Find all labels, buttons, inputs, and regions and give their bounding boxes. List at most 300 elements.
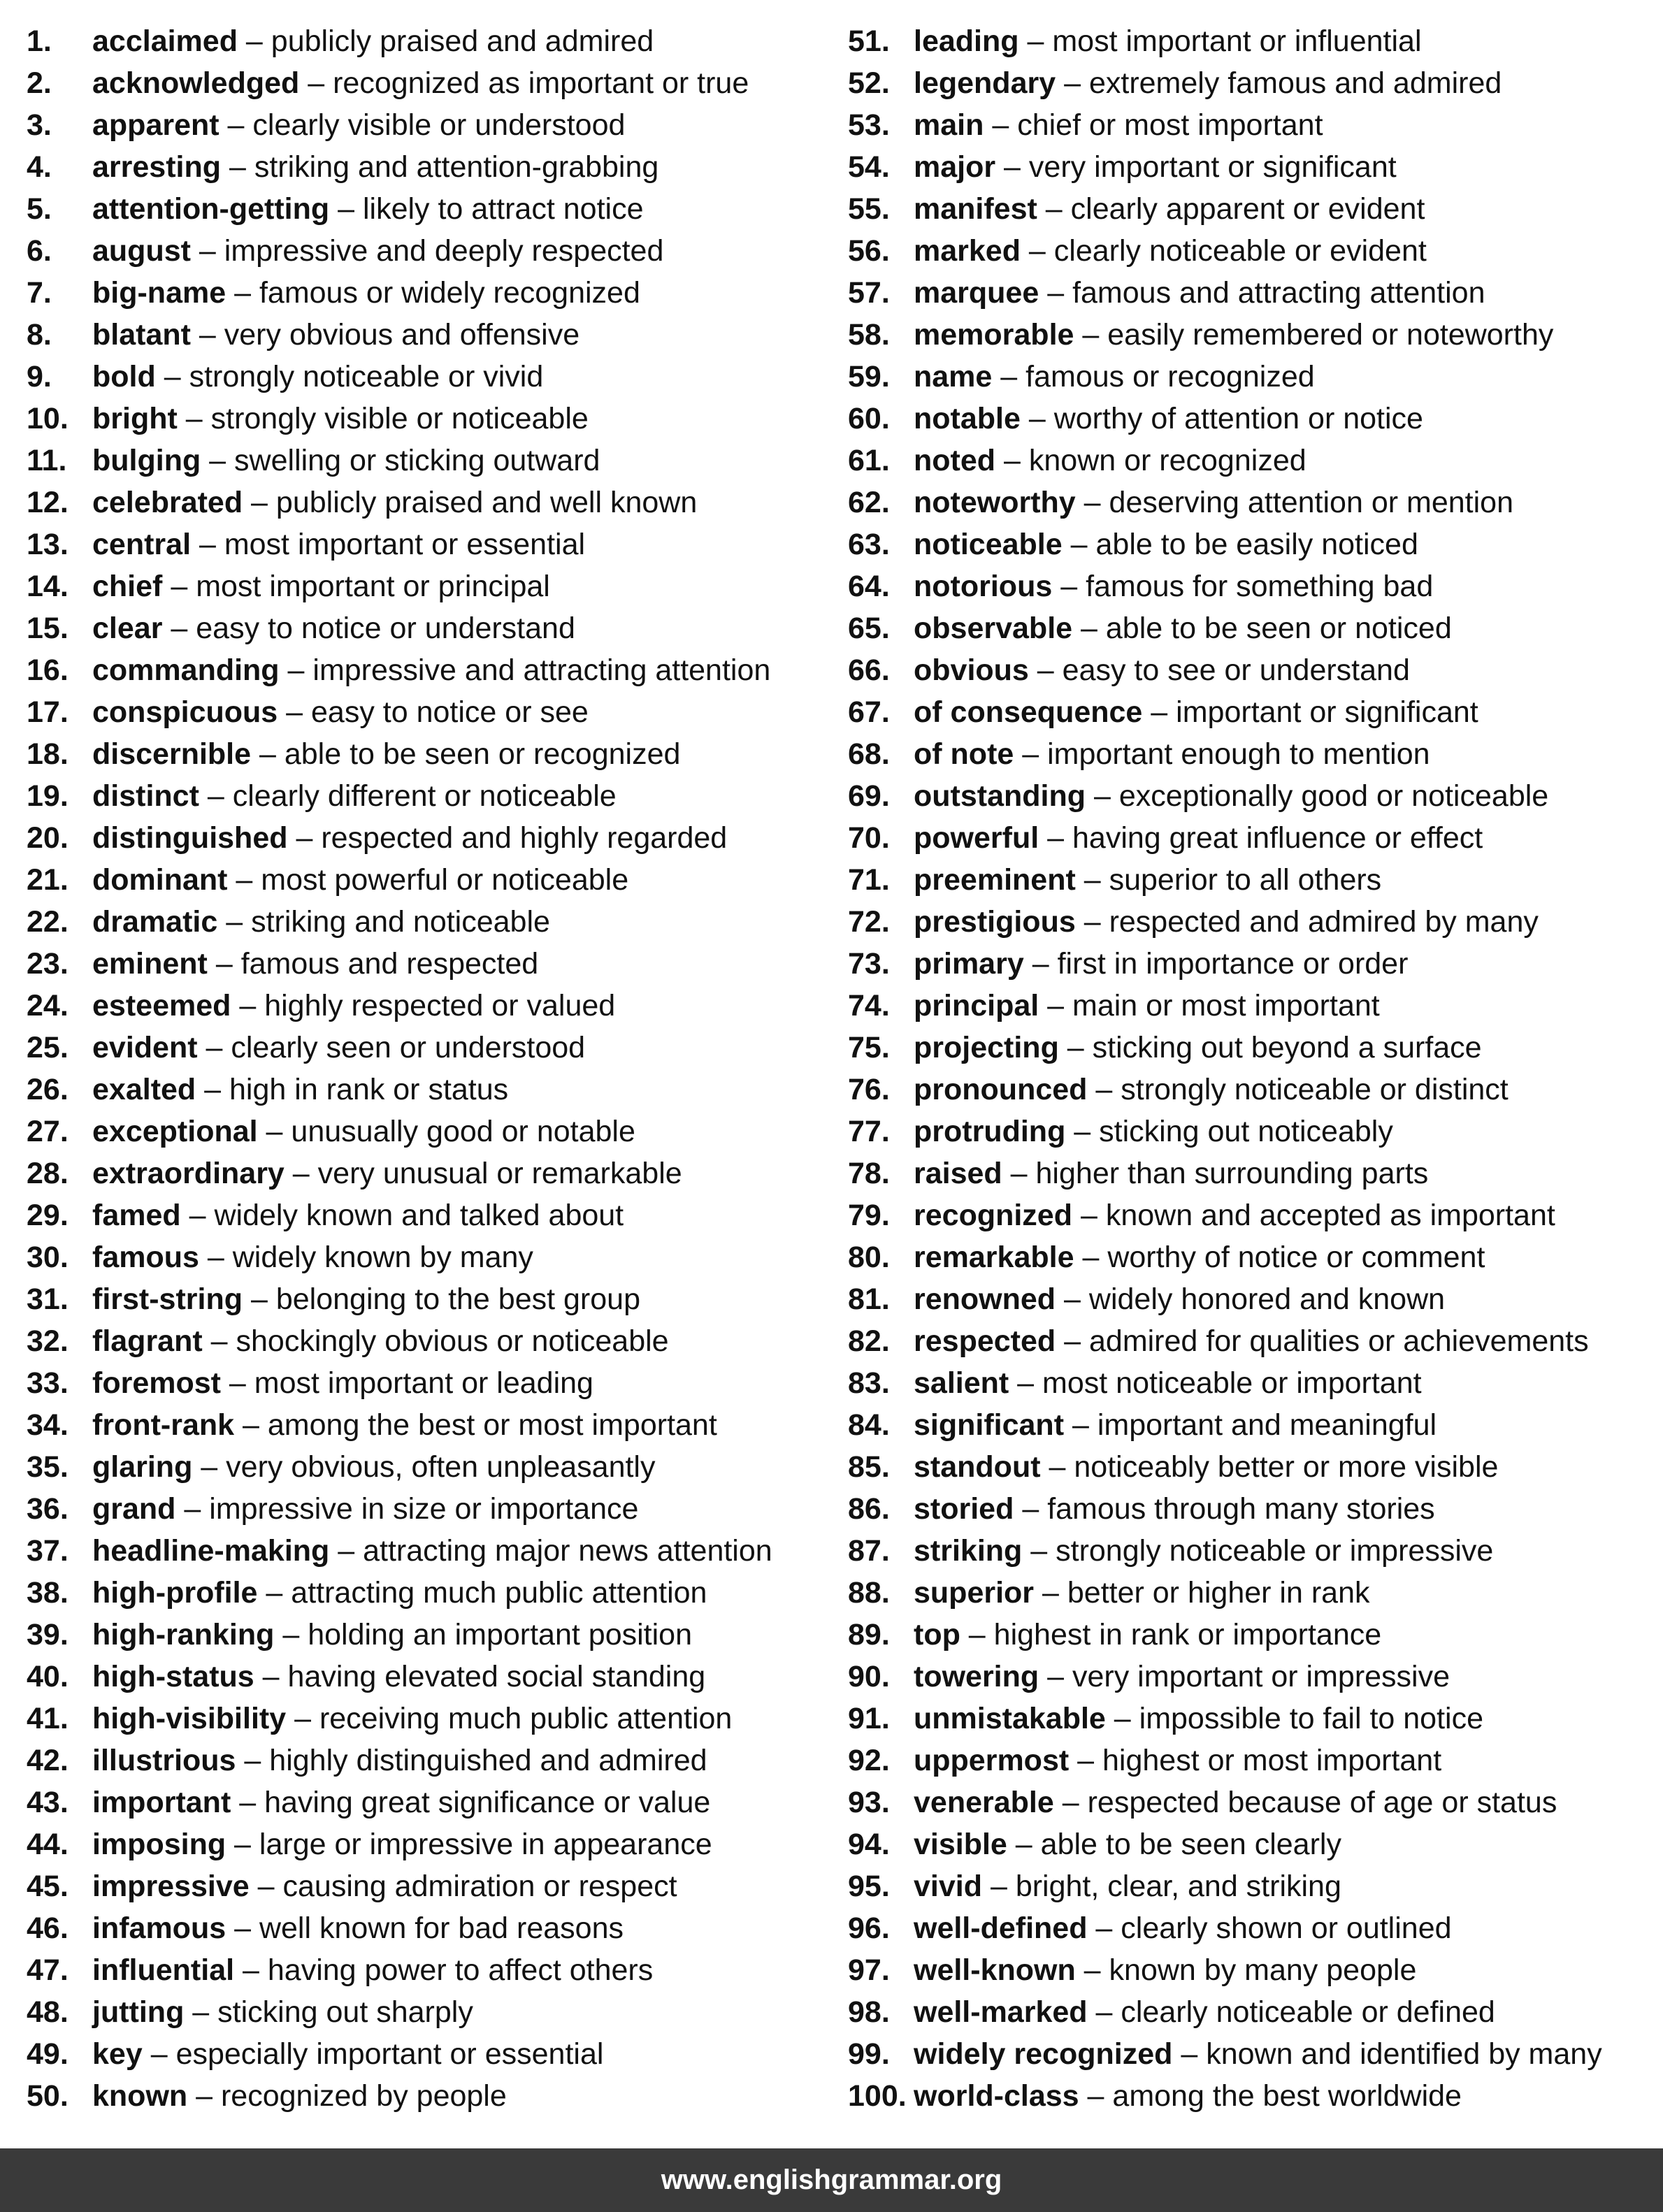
list-item (848, 1446, 1663, 1488)
item-text (914, 901, 1539, 943)
item-number: 27. (27, 1115, 69, 1148)
item-separator: – (236, 1744, 270, 1777)
item-number: 18. (27, 737, 69, 771)
item-definition: very obvious, often unpleasantly (226, 1450, 656, 1484)
item-definition: main or most important (1072, 989, 1380, 1022)
item-term: high-visibility (92, 1702, 287, 1735)
item-term: dramatic (92, 905, 218, 939)
list-item (848, 649, 1663, 691)
item-number: 78. (848, 1157, 890, 1190)
list-item (848, 733, 1663, 775)
item-text (92, 649, 770, 691)
list-item (27, 1740, 823, 1781)
item-text (92, 482, 697, 523)
item-definition: attracting major news attention (363, 1534, 772, 1568)
list-item (848, 1572, 1663, 1614)
item-separator: – (162, 612, 196, 645)
item-term: well-marked (914, 1995, 1088, 2029)
item-definition: chief or most important (1017, 108, 1323, 142)
item-definition: widely known by many (232, 1241, 533, 1274)
item-term: venerable (914, 1786, 1054, 1819)
list-item (848, 1278, 1663, 1320)
item-text (914, 1446, 1498, 1488)
item-definition: worthy of attention or notice (1053, 402, 1423, 435)
list-item (27, 985, 823, 1027)
list-item (27, 565, 823, 607)
item-separator: – (234, 1408, 268, 1442)
item-number: 75. (848, 1031, 890, 1064)
item-term: superior (914, 1576, 1035, 1610)
item-definition: able to be easily noticed (1095, 528, 1418, 561)
item-definition: recognized as important or true (333, 66, 749, 100)
item-number: 4. (27, 150, 52, 184)
item-term: marked (914, 234, 1021, 268)
item-text (92, 1362, 593, 1404)
item-definition: widely honored and known (1088, 1282, 1446, 1316)
item-definition: famous and respected (240, 947, 539, 981)
item-number: 77. (848, 1115, 890, 1148)
list-item (848, 1111, 1663, 1152)
item-definition: clearly seen or understood (231, 1031, 586, 1064)
item-term: towering (914, 1660, 1039, 1693)
item-definition: highest or most important (1102, 1744, 1442, 1777)
list-item (848, 607, 1663, 649)
item-text (914, 985, 1380, 1027)
item-definition: first in importance or order (1057, 947, 1409, 981)
item-number: 87. (848, 1534, 890, 1568)
item-term: pronounced (914, 1073, 1088, 1106)
item-number: 50. (27, 2079, 69, 2113)
item-term: evident (92, 1031, 198, 1064)
item-definition: able to be seen clearly (1040, 1828, 1341, 1861)
item-term: chief (92, 570, 163, 603)
item-term: salient (914, 1366, 1009, 1400)
list-item (27, 398, 823, 440)
item-text (914, 356, 1315, 398)
item-number: 94. (848, 1828, 890, 1861)
list-item (848, 1698, 1663, 1740)
item-definition: large or impressive in appearance (259, 1828, 712, 1861)
list-item (848, 1320, 1663, 1362)
item-number: 62. (848, 486, 890, 519)
item-text (914, 1278, 1445, 1320)
item-number: 64. (848, 570, 890, 603)
item-separator: – (184, 1995, 218, 2029)
list-item (27, 1781, 823, 1823)
item-separator: – (995, 444, 1029, 477)
item-term: world-class (914, 2079, 1079, 2113)
footer-url: www.englishgrammar.org (661, 2164, 1002, 2195)
item-separator: – (220, 1366, 254, 1400)
item-separator: – (177, 402, 211, 435)
item-separator: – (1075, 486, 1109, 519)
footer-banner (0, 2148, 1663, 2212)
item-term: well-defined (914, 1911, 1088, 1945)
item-term: well-known (914, 1953, 1076, 1987)
item-text (92, 523, 585, 565)
list-item (27, 733, 823, 775)
item-number: 22. (27, 905, 69, 939)
item-text (92, 817, 727, 859)
list-item (27, 901, 823, 943)
item-definition: known and accepted as important (1105, 1199, 1555, 1232)
item-definition: strongly noticeable or distinct (1121, 1073, 1509, 1106)
item-definition: striking and attention-grabbing (254, 150, 659, 184)
item-term: high-status (92, 1660, 254, 1693)
item-definition: recognized by people (220, 2079, 507, 2113)
item-number: 56. (848, 234, 890, 268)
item-definition: deserving attention or mention (1109, 486, 1513, 519)
item-separator: – (1009, 1366, 1043, 1400)
list-item (848, 2033, 1663, 2075)
item-term: major (914, 150, 996, 184)
list-item (27, 356, 823, 398)
item-term: blatant (92, 318, 191, 352)
item-separator: – (251, 737, 285, 771)
item-separator: – (199, 1241, 233, 1274)
item-term: distinguished (92, 821, 288, 855)
item-term: clear (92, 612, 163, 645)
item-term: esteemed (92, 989, 231, 1022)
item-term: noteworthy (914, 486, 1076, 519)
item-definition: easy to see or understand (1062, 653, 1410, 687)
item-number: 82. (848, 1324, 890, 1358)
item-text (914, 607, 1452, 649)
item-number: 38. (27, 1576, 69, 1610)
item-text (914, 523, 1418, 565)
list-item (848, 901, 1663, 943)
item-separator: – (187, 2079, 221, 2113)
item-separator: – (192, 1450, 226, 1484)
list-item (27, 1656, 823, 1698)
item-number: 23. (27, 947, 69, 981)
item-number: 86. (848, 1492, 890, 1526)
item-text (92, 146, 658, 188)
item-definition: impressive and attracting attention (312, 653, 771, 687)
item-term: marquee (914, 276, 1039, 310)
item-term: distinct (92, 779, 199, 813)
item-text (914, 1362, 1422, 1404)
item-definition: noticeably better or more visible (1074, 1450, 1499, 1484)
item-text (92, 1991, 473, 2033)
item-text (92, 188, 643, 230)
list-item (848, 859, 1663, 901)
item-definition: impressive in size or importance (209, 1492, 639, 1526)
item-number: 61. (848, 444, 890, 477)
item-text (914, 20, 1422, 62)
item-separator: – (219, 108, 253, 142)
item-separator: – (1087, 1073, 1121, 1106)
item-definition: swelling or sticking outward (234, 444, 600, 477)
item-text (914, 565, 1433, 607)
list-item (848, 1781, 1663, 1823)
item-text (92, 272, 640, 314)
item-text (914, 649, 1410, 691)
item-number: 71. (848, 863, 890, 897)
item-text (92, 607, 575, 649)
list-item (27, 1823, 823, 1865)
item-number: 68. (848, 737, 890, 771)
item-number: 49. (27, 2037, 69, 2071)
item-definition: most important or principal (196, 570, 550, 603)
list-item (27, 607, 823, 649)
item-number: 84. (848, 1408, 890, 1442)
item-number: 57. (848, 276, 890, 310)
item-number: 73. (848, 947, 890, 981)
item-separator: – (1040, 1450, 1074, 1484)
item-term: uppermost (914, 1744, 1070, 1777)
item-separator: – (243, 1282, 276, 1316)
item-text (914, 1027, 1482, 1069)
item-term: commanding (92, 653, 280, 687)
item-definition: holding an important position (308, 1618, 692, 1651)
list-item (27, 859, 823, 901)
item-separator: – (1053, 1786, 1088, 1819)
item-term: foremost (92, 1366, 221, 1400)
item-separator: – (278, 695, 312, 729)
item-separator: – (199, 779, 233, 813)
item-separator: – (231, 989, 265, 1022)
item-text (92, 1278, 640, 1320)
item-separator: – (1039, 276, 1073, 310)
item-separator: – (197, 1031, 231, 1064)
item-text (914, 104, 1323, 146)
item-definition: receiving much public attention (319, 1702, 733, 1735)
item-text (914, 1991, 1495, 2033)
item-definition: better or higher in rank (1067, 1576, 1370, 1610)
item-number: 66. (848, 653, 890, 687)
list-item (27, 1614, 823, 1656)
item-definition: able to be seen or noticed (1105, 612, 1452, 645)
item-term: famed (92, 1199, 181, 1232)
item-term: exceptional (92, 1115, 258, 1148)
list-item (27, 440, 823, 482)
item-definition: superior to all others (1109, 863, 1382, 897)
item-text (914, 1236, 1485, 1278)
item-text (914, 775, 1548, 817)
item-term: notable (914, 402, 1021, 435)
item-number: 5. (27, 192, 52, 226)
item-text (914, 1698, 1483, 1740)
item-text (914, 398, 1423, 440)
item-number: 32. (27, 1324, 69, 1358)
item-definition: highly distinguished and admired (269, 1744, 707, 1777)
item-definition: respected and highly regarded (321, 821, 728, 855)
item-definition: worthy of notice or comment (1107, 1241, 1485, 1274)
item-separator: – (1087, 1911, 1121, 1945)
item-term: principal (914, 989, 1039, 1022)
item-definition: important or significant (1176, 695, 1478, 729)
item-number: 70. (848, 821, 890, 855)
item-separator: – (299, 66, 333, 100)
item-text (914, 859, 1381, 901)
item-term: name (914, 360, 993, 393)
item-term: top (914, 1618, 960, 1651)
item-definition: strongly noticeable or impressive (1056, 1534, 1494, 1568)
list-item (848, 1152, 1663, 1194)
item-text (92, 356, 543, 398)
item-number: 25. (27, 1031, 69, 1064)
item-term: flagrant (92, 1324, 203, 1358)
item-text (92, 440, 600, 482)
item-definition: having power to affect others (267, 1953, 654, 1987)
item-term: protruding (914, 1115, 1066, 1148)
item-term: high-ranking (92, 1618, 275, 1651)
item-separator: – (1018, 24, 1053, 58)
list-item (848, 230, 1663, 272)
item-separator: – (1086, 779, 1119, 813)
item-text (92, 1404, 717, 1446)
item-term: noted (914, 444, 996, 477)
item-definition: well known for bad reasons (259, 1911, 624, 1945)
item-term: significant (914, 1408, 1065, 1442)
item-text (92, 230, 663, 272)
item-text (914, 62, 1502, 104)
item-number: 30. (27, 1241, 69, 1274)
item-separator: – (1069, 1744, 1102, 1777)
item-number: 95. (848, 1870, 890, 1903)
item-separator: – (1023, 947, 1058, 981)
item-definition: striking and noticeable (251, 905, 550, 939)
item-definition: known and identified by many (1206, 2037, 1602, 2071)
item-separator: – (190, 234, 224, 268)
item-separator: – (1039, 1660, 1072, 1693)
list-item (848, 398, 1663, 440)
item-definition: important enough to mention (1047, 737, 1430, 771)
item-term: widely recognized (914, 2037, 1173, 2071)
item-text (92, 775, 617, 817)
item-separator: – (1028, 653, 1063, 687)
list-item (848, 1991, 1663, 2033)
item-number: 63. (848, 528, 890, 561)
item-separator: – (1056, 1282, 1089, 1316)
item-separator: – (1056, 1324, 1089, 1358)
item-separator: – (1075, 905, 1109, 939)
list-item (848, 1404, 1663, 1446)
item-term: known (92, 2079, 188, 2113)
item-definition: shockingly obvious or noticeable (236, 1324, 669, 1358)
item-number: 9. (27, 360, 52, 393)
item-term: front-rank (92, 1408, 235, 1442)
item-term: vivid (914, 1870, 982, 1903)
item-separator: – (1075, 863, 1109, 897)
list-item (848, 1823, 1663, 1865)
item-text (92, 1572, 707, 1614)
list-item (848, 1069, 1663, 1111)
item-number: 55. (848, 192, 890, 226)
list-item (848, 1907, 1663, 1949)
item-number: 6. (27, 234, 52, 268)
item-definition: likely to attract notice (362, 192, 644, 226)
item-separator: – (960, 1618, 994, 1651)
item-term: extraordinary (92, 1157, 285, 1190)
list-item (848, 272, 1663, 314)
item-text (92, 859, 628, 901)
item-text (92, 1781, 710, 1823)
item-number: 45. (27, 1870, 69, 1903)
list-item (848, 1656, 1663, 1698)
item-number: 41. (27, 1702, 69, 1735)
item-text (914, 2033, 1602, 2075)
item-text (92, 20, 654, 62)
item-term: illustrious (92, 1744, 236, 1777)
list-item (27, 1320, 823, 1362)
item-separator: – (274, 1618, 308, 1651)
list-item (848, 523, 1663, 565)
item-text (92, 1949, 653, 1991)
item-separator: – (984, 108, 1018, 142)
item-separator: – (257, 1576, 291, 1610)
item-number: 54. (848, 150, 890, 184)
item-definition: attracting much public attention (291, 1576, 707, 1610)
list-item (27, 146, 823, 188)
list-item (27, 1069, 823, 1111)
item-text (92, 1027, 585, 1069)
list-item (27, 2033, 823, 2075)
item-term: notorious (914, 570, 1053, 603)
list-item (27, 314, 823, 356)
item-term: apparent (92, 108, 219, 142)
item-number: 67. (848, 695, 890, 729)
item-definition: sticking out beyond a surface (1092, 1031, 1482, 1064)
item-definition: admired for qualities or achievements (1088, 1324, 1589, 1358)
item-text (914, 272, 1485, 314)
list-item (848, 2075, 1663, 2117)
item-term: obvious (914, 653, 1029, 687)
item-text (92, 1656, 705, 1698)
item-number: 48. (27, 1995, 69, 2029)
item-number: 29. (27, 1199, 69, 1232)
list-item (848, 1865, 1663, 1907)
item-term: key (92, 2037, 143, 2071)
item-text (914, 230, 1427, 272)
item-text (914, 1656, 1450, 1698)
item-definition: easy to notice or see (311, 695, 589, 729)
item-separator: – (329, 192, 363, 226)
item-separator: – (202, 1324, 236, 1358)
item-text (92, 104, 625, 146)
item-separator: – (226, 1828, 259, 1861)
list-item (27, 775, 823, 817)
list-item (27, 1404, 823, 1446)
item-term: outstanding (914, 779, 1086, 813)
item-text (92, 565, 550, 607)
item-number: 53. (848, 108, 890, 142)
item-separator: – (1052, 570, 1086, 603)
item-text (92, 1698, 732, 1740)
item-number: 34. (27, 1408, 69, 1442)
word-list (0, 20, 1663, 2116)
item-number: 46. (27, 1911, 69, 1945)
item-text (92, 691, 589, 733)
item-definition: easy to notice or understand (196, 612, 575, 645)
item-term: recognized (914, 1199, 1072, 1232)
item-number: 83. (848, 1366, 890, 1400)
item-text (914, 1488, 1435, 1530)
item-separator: – (249, 1870, 283, 1903)
item-number: 8. (27, 318, 52, 352)
item-separator: – (1105, 1702, 1139, 1735)
item-text (92, 1320, 669, 1362)
item-number: 2. (27, 66, 52, 100)
item-number: 52. (848, 66, 890, 100)
item-term: headline-making (92, 1534, 330, 1568)
list-item (848, 104, 1663, 146)
item-definition: clearly different or noticeable (232, 779, 617, 813)
item-separator: – (286, 1702, 319, 1735)
item-separator: – (1072, 612, 1106, 645)
item-separator: – (1087, 1995, 1121, 2029)
